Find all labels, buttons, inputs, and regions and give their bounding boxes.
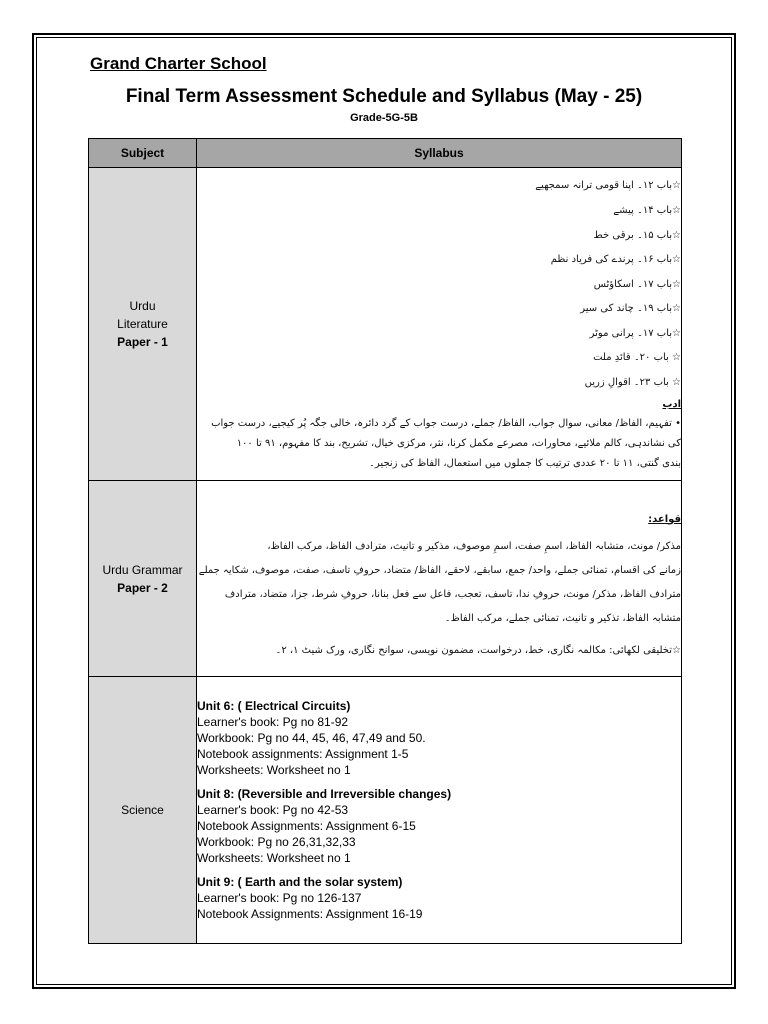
syllabus-cell-urdu-grammar xyxy=(197,481,682,677)
subject-line: Urdu Grammar xyxy=(102,562,183,577)
list-item: ☆باب ۱۵۔ برقی خط xyxy=(593,229,681,241)
paper-label: Paper - 2 xyxy=(117,580,168,595)
unit-line: Worksheets: Worksheet no 1 xyxy=(197,851,351,865)
list-item: ☆باب ۱۶۔ پرندے کی فریاد نظم xyxy=(550,254,681,266)
header-subject: Subject xyxy=(89,139,197,168)
table-row xyxy=(89,481,682,677)
paragraph-line: • تفہیم، الفاظ/ معانی، سوال جواب، الفاظ/ جملے، درست جواب کے گرد دائرہ، خالی جگہ پُر کیجیے، درست جواب xyxy=(211,417,681,429)
unit-line: Notebook assignments: Assignment 1-5 xyxy=(197,747,409,761)
unit-line: Notebook Assignments: Assignment 16-19 xyxy=(197,907,423,921)
list-item: ☆باب ۱۷۔ پرانی موٹر xyxy=(589,327,681,339)
grade-label: Grade-5G-5B xyxy=(350,112,418,124)
paragraph-line: کی نشاندہی، کالم ملائیے، محاورات، مصرعے مکمل کرنا، نثر، مرکزی خیال، تشریح، بند کا مفہوم، ۹۱ تا ۱۰۰ xyxy=(236,437,681,449)
syllabus-cell-urdu-literature xyxy=(197,168,682,481)
unit-line: Workbook: Pg no 26,31,32,33 xyxy=(197,835,356,849)
document-title: Final Term Assessment Schedule and Syllabus (May - 25) xyxy=(125,86,643,107)
footer-note: ☆تخلیقی لکھائی: مکالمہ نگاری، خط، درخواست، مضمون نویسی، سوانح نگاری، ورک شیٹ ۱، ۲۔ xyxy=(275,644,681,656)
unit-line: Learner's book: Pg no 81-92 xyxy=(197,715,349,729)
subject-cell-science xyxy=(89,677,197,944)
subject-line: Urdu xyxy=(129,299,156,313)
header-syllabus: Syllabus xyxy=(197,139,682,168)
unit-line: Workbook: Pg no 44, 45, 46, 47,49 and 50. xyxy=(197,731,426,745)
unit-line: Learner's book: Pg no 126-137 xyxy=(197,891,362,905)
unit-title: Unit 9: ( Earth and the solar system) xyxy=(197,875,403,889)
section-heading: قواعد: xyxy=(648,513,681,525)
syllabus-cell-science xyxy=(197,677,682,944)
school-name: Grand Charter School xyxy=(90,54,267,73)
list-item: ☆باب ۱۴۔ پیشے xyxy=(613,204,681,216)
subject-cell-urdu-grammar xyxy=(89,481,197,677)
unit-line: Learner's book: Pg no 42-53 xyxy=(197,803,349,817)
unit-title: Unit 6: ( Electrical Circuits) xyxy=(197,699,351,713)
paragraph-line: مترادف الفاظ، مذکر/ مونث، حروفِ ندا، تاسف، تعجب، فاعل سے فعل بنانا، حروفِ شرط، جزا، متضاد، مترادف xyxy=(224,588,681,600)
syllabus-table xyxy=(88,138,682,944)
list-item: ☆ باب ۲۳۔ اقوالِ زریں xyxy=(584,377,681,389)
list-item: ☆باب ۱۹۔ چاند کی سیر xyxy=(580,303,681,315)
list-item: ☆باب ۱۷۔ اسکاؤٹس xyxy=(593,278,681,290)
paragraph-line: بندی گنتی، ۱۱ تا ۲۰ عددی ترتیب کا جملوں میں استعمال، الفاظ کی زنجیر۔ xyxy=(369,457,681,469)
paragraph-line: مذکر/ مونث، متشابہ الفاظ، اسمِ صفت، اسمِ موصوف، مذکیر و تانیث، مترادف الفاظ، مرکب الفاظ، xyxy=(267,540,681,552)
list-item: ☆باب ۱۲۔ اپنا قومی ترانہ سمجھیے xyxy=(535,180,681,192)
unit-line: Worksheets: Worksheet no 1 xyxy=(197,763,351,777)
subject-label: Science xyxy=(121,803,164,817)
table-row xyxy=(89,677,682,944)
paragraph-line: زمانے کی اقسام، تمنائی جملے، واحد/ جمع، سابقے، لاحقے، الفاظ/ متضاد، حروفِ تاسف، صفت، موصوف، شکایہ جملے xyxy=(198,564,681,576)
paragraph-line: متشابہ الفاظ، تذکیر و تانیث، تمنائی جملے، مرکب الفاظ۔ xyxy=(444,612,681,624)
table-header-row xyxy=(89,139,682,168)
list-item: ☆ باب ۲۰۔ قائدِ ملت xyxy=(593,352,681,364)
paper-label: Paper - 1 xyxy=(117,335,168,349)
table-row xyxy=(89,168,682,481)
unit-title: Unit 8: (Reversible and Irreversible changes) xyxy=(197,787,452,801)
unit-line: Notebook Assignments: Assignment 6-15 xyxy=(197,819,416,833)
section-heading: ادب xyxy=(662,398,681,410)
subject-cell-urdu-literature xyxy=(89,168,197,481)
subject-line: Literature xyxy=(117,317,168,331)
